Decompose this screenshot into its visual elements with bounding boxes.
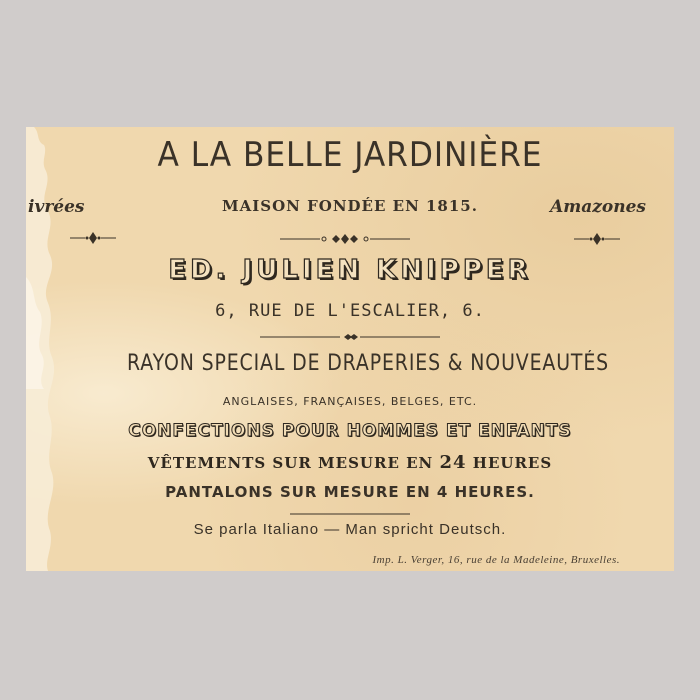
founded-line: MAISON FONDÉE EN 1815.: [222, 197, 478, 215]
liveries-label: ivrées: [28, 197, 85, 217]
confections-line: CONFECTIONS POUR HOMMES ET ENFANTS: [128, 421, 572, 441]
vetements-suffix: HEURES: [472, 454, 553, 472]
amazones-label: Amazones: [550, 197, 646, 217]
divider-ornament: [260, 332, 440, 342]
vetements-prefix: VÊTEMENTS SUR MESURE EN: [147, 454, 434, 472]
torn-edge: [26, 127, 86, 571]
shop-title: A LA BELLE JARDINIÈRE: [157, 135, 543, 175]
street-address: 6, RUE DE L'ESCALIER, 6.: [215, 301, 485, 321]
trade-card: [26, 127, 674, 571]
proprietor-name: ED. JULIEN KNIPPER: [168, 255, 532, 285]
vetements-hours-number: 24: [439, 452, 467, 473]
rayon-line: RAYON SPECIAL DE DRAPERIES & NOUVEAUTÉS: [126, 351, 610, 376]
printer-imprint: Imp. L. Verger, 16, rue de la Madeleine, Bruxelles.: [372, 554, 620, 566]
right-fleuron-ornament: [574, 232, 620, 246]
origins-line: ANGLAISES, FRANÇAISES, BELGES, ETC.: [222, 395, 478, 408]
center-scroll-ornament: [280, 232, 410, 246]
pantalons-line: PANTALONS SUR MESURE EN 4 HEURES.: [165, 483, 535, 501]
languages-line: Se parla Italiano — Man spricht Deutsch.: [193, 521, 507, 538]
small-rule: [290, 512, 410, 516]
vetements-line: [26, 452, 674, 473]
left-fleuron-ornament: [70, 231, 116, 245]
